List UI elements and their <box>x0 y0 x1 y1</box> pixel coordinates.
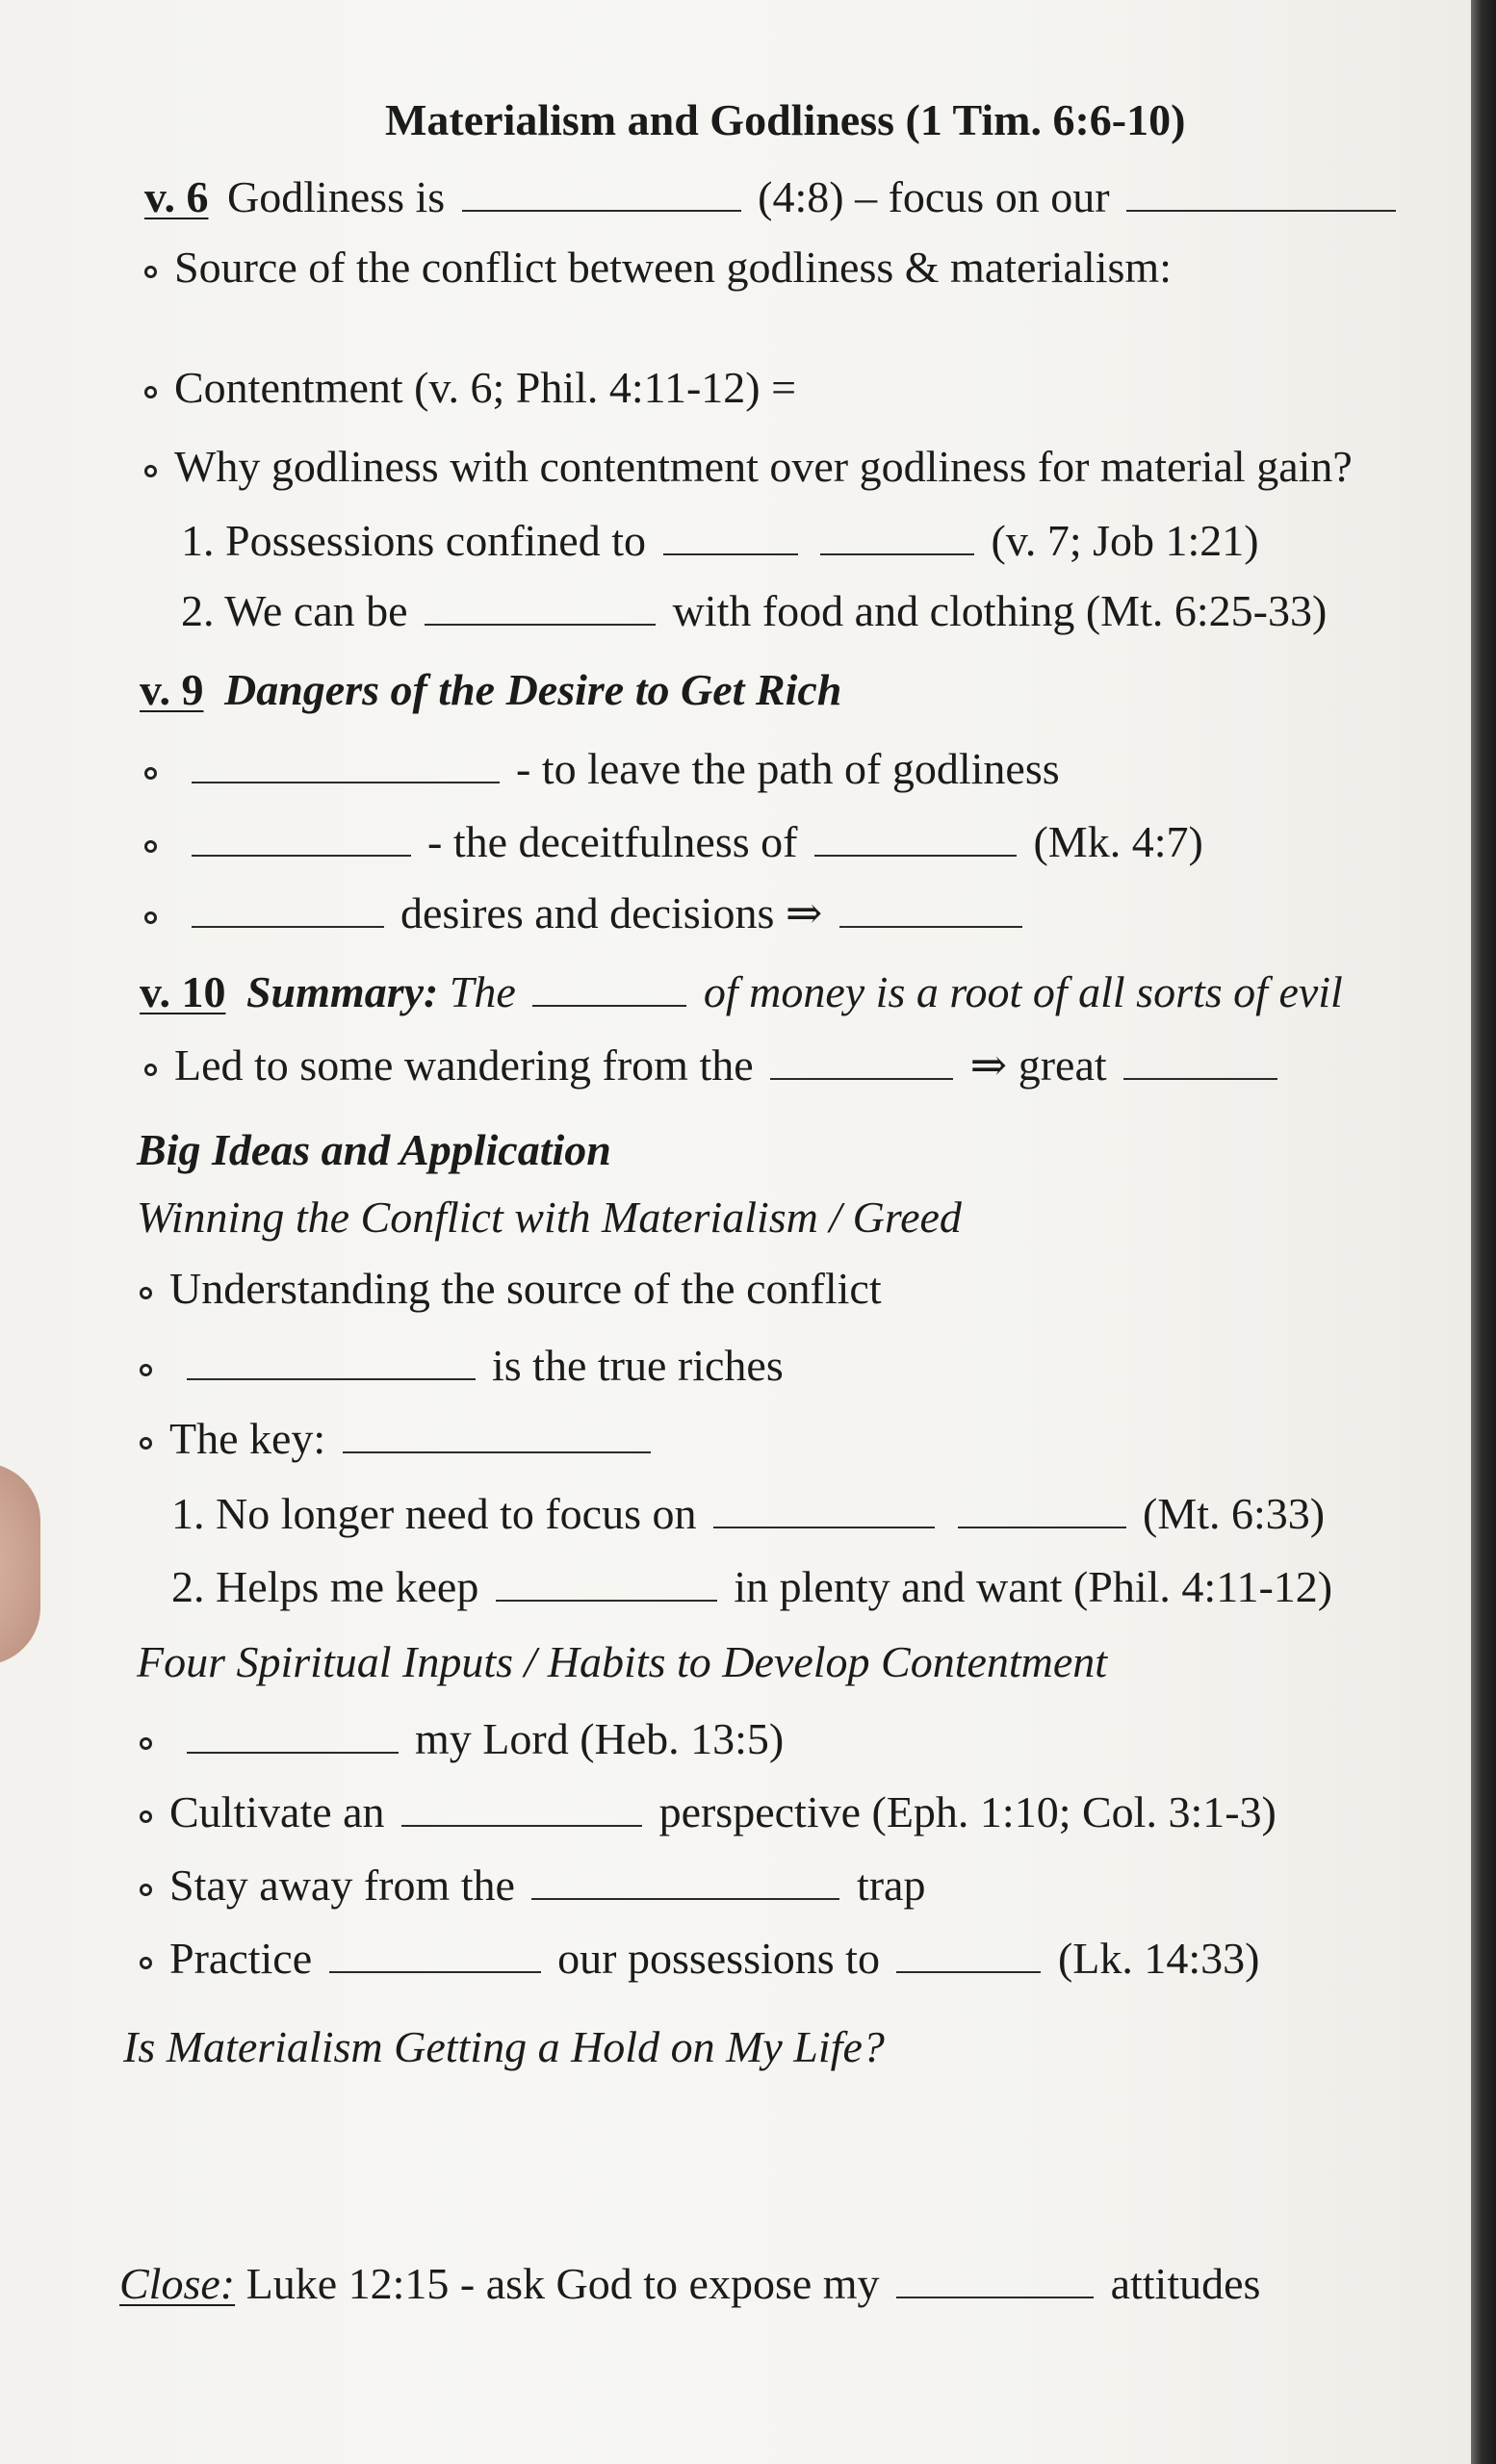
blank-food[interactable] <box>425 585 656 626</box>
close-label: Close: <box>119 2259 236 2308</box>
bullet-icon <box>140 1364 152 1376</box>
subheading-four-inputs: Four Spiritual Inputs / Habits to Develop Contentment <box>137 1637 1108 1686</box>
verse-ref-v9: v. 9 <box>140 665 204 714</box>
bullet-icon <box>144 840 157 853</box>
danger-1: - to leave the path of godliness <box>144 743 1060 791</box>
blank-true-riches[interactable] <box>187 1340 476 1380</box>
blank-godliness[interactable] <box>462 171 741 212</box>
bullet-icon <box>144 911 157 924</box>
habit-3: Stay away from the trap <box>140 1860 925 1908</box>
bullet-icon <box>140 1957 152 1969</box>
bullet-true-riches: is the true riches <box>140 1340 784 1388</box>
blank-danger-3[interactable] <box>192 887 384 928</box>
bullet-led: Led to some wandering from the ⇒ great <box>144 1040 1283 1088</box>
big-ideas-heading: Big Ideas and Application <box>137 1125 611 1174</box>
v6-line: v. 6 Godliness is (4:8) – focus on our <box>144 171 1402 219</box>
item-possessions: 1. Possessions confined to (v. 7; Job 1:21) <box>181 516 1259 565</box>
close-line: Close: Luke 12:15 - ask God to expose my attitudes <box>119 2259 1261 2308</box>
arrow-right-icon: ⇒ <box>785 888 823 937</box>
bullet-source: Source of the conflict between godliness & materialism: <box>144 245 1172 290</box>
blank-danger-2[interactable] <box>192 816 411 857</box>
thumb-shadow <box>0 1463 40 1665</box>
bullet-icon <box>140 1810 152 1823</box>
blank-keep[interactable] <box>496 1561 717 1602</box>
bullet-icon <box>140 1884 152 1896</box>
blank-possessions-2[interactable] <box>820 515 974 555</box>
bullet-understanding: Understanding the source of the conflict <box>140 1267 882 1311</box>
bullet-key: The key: <box>140 1413 657 1461</box>
habit-4: Practice our possessions to (Lk. 14:33) <box>140 1933 1259 1981</box>
habit-1: my Lord (Heb. 13:5) <box>140 1713 784 1761</box>
blank-decisions[interactable] <box>839 887 1022 928</box>
blank-perspective[interactable] <box>401 1786 642 1827</box>
bullet-icon <box>140 1437 152 1450</box>
blank-love[interactable] <box>532 966 686 1007</box>
blank-practice[interactable] <box>329 1933 541 1973</box>
subheading-winning: Winning the Conflict with Materialism / Greed <box>137 1193 962 1242</box>
blank-deceitfulness[interactable] <box>814 816 1017 857</box>
blank-focus[interactable] <box>1126 171 1396 212</box>
v10-summary: v. 10 Summary: The of money is a root of all sorts of evil <box>140 967 1343 1016</box>
habit-2: Cultivate an perspective (Eph. 1:10; Col. 3:1-3) <box>140 1786 1277 1835</box>
page-edge-shadow <box>1471 0 1496 2464</box>
bullet-icon <box>144 767 157 780</box>
blank-attitudes[interactable] <box>896 2258 1094 2298</box>
bullet-icon <box>140 1737 152 1750</box>
blank-focus-2[interactable] <box>958 1488 1126 1528</box>
verse-ref-v6: v. 6 <box>144 172 209 221</box>
verse-ref-v10: v. 10 <box>140 967 226 1016</box>
blank-trap[interactable] <box>531 1860 839 1900</box>
bullet-icon <box>144 465 157 477</box>
bullet-why: Why godliness with contentment over godliness for material gain? <box>144 445 1353 489</box>
blank-danger-1[interactable] <box>192 743 500 783</box>
blank-possessions-to[interactable] <box>896 1933 1041 1973</box>
arrow-right-icon: ⇒ <box>969 1040 1008 1090</box>
subheading-getting-hold: Is Materialism Getting a Hold on My Life? <box>123 2022 885 2071</box>
bullet-icon <box>144 386 157 398</box>
v9-heading: v. 9 Dangers of the Desire to Get Rich <box>140 665 842 714</box>
blank-faith[interactable] <box>770 1040 953 1080</box>
key-item-1: 1. No longer need to focus on (Mt. 6:33) <box>171 1489 1326 1538</box>
blank-possessions-1[interactable] <box>663 515 798 555</box>
bullet-icon <box>140 1287 152 1299</box>
bullet-icon <box>144 1064 157 1076</box>
blank-key[interactable] <box>343 1413 651 1453</box>
bullet-icon <box>144 266 157 278</box>
blank-focus-1[interactable] <box>713 1488 935 1528</box>
item-food: 2. We can be with food and clothing (Mt. 6:25-33) <box>181 586 1328 635</box>
bullet-contentment: Contentment (v. 6; Phil. 4:11-12) = <box>144 366 796 410</box>
page-title: Materialism and Godliness (1 Tim. 6:6-10) <box>385 95 1186 144</box>
blank-lord[interactable] <box>187 1713 399 1754</box>
danger-3: desires and decisions ⇒ <box>144 887 1028 936</box>
blank-great[interactable] <box>1123 1040 1277 1080</box>
danger-2: - the deceitfulness of (Mk. 4:7) <box>144 816 1203 864</box>
key-item-2: 2. Helps me keep in plenty and want (Phil. 4:11-12) <box>171 1562 1333 1611</box>
